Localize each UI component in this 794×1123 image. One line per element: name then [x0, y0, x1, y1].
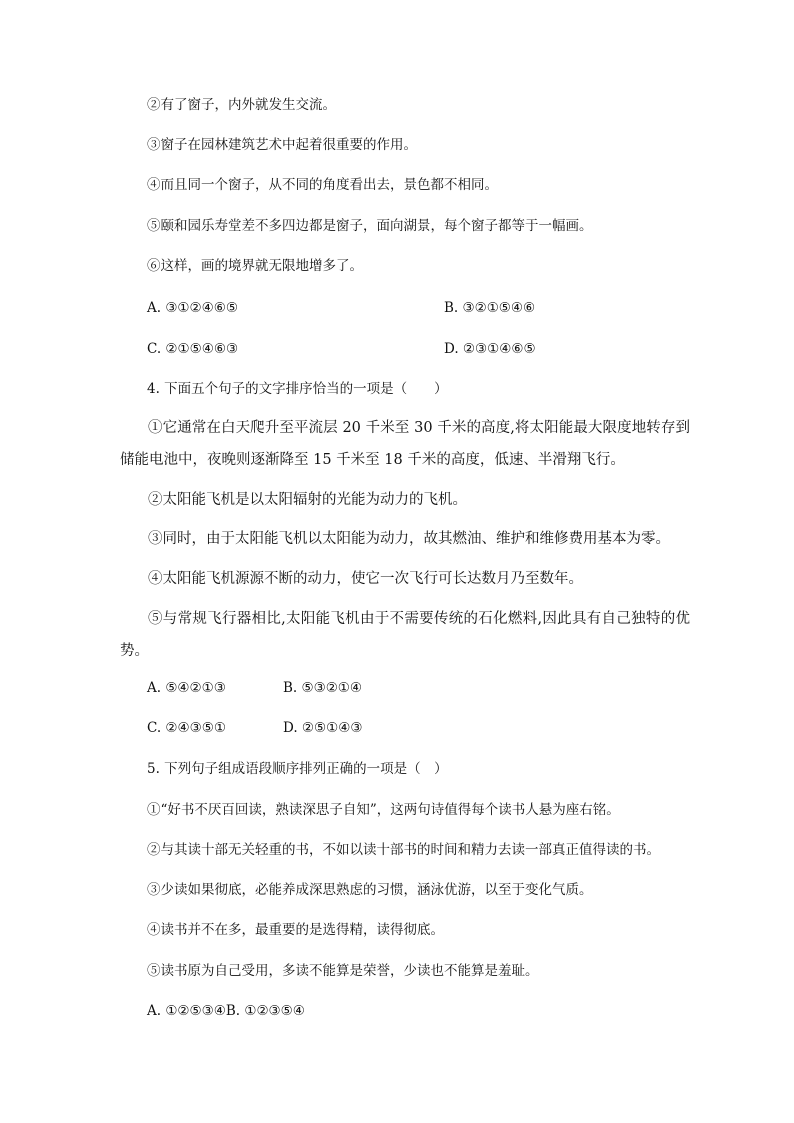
q3-item-5: ⑤颐和园乐寿堂差不多四边都是窗子，面向湖景，每个窗子都等于一幅画。 — [147, 218, 593, 234]
q3-item-3: ③窗子在园林建筑艺术中起着很重要的作用。 — [147, 137, 417, 153]
q3-option-c: C. ②①⑤④⑥③ — [147, 341, 239, 357]
q3-option-d: D. ②③①④⑥⑤ — [444, 341, 536, 357]
q5-item-5: ⑤读书原为自己受用，多读不能算是荣誉，少读也不能算是羞耻。 — [147, 963, 539, 979]
q4-item-5: ⑤与常规飞行器相比,太阳能飞机由于不需要传统的石化燃料,因此具有自己独特的优势。 — [120, 611, 690, 659]
q5-item-1: ①“好书不厌百回读，熟读深思子自知”，这两句诗值得每个读书人悬为座右铭。 — [147, 802, 620, 818]
q4-option-b: B. ⑤③②①④ — [283, 680, 363, 696]
q4-item-4: ④太阳能飞机源源不断的动力，使它一次飞行可长达数月乃至数年。 — [148, 571, 583, 587]
q5-item-3: ③少读如果彻底，必能养成深思熟虑的习惯，涵泳优游，以至于变化气质。 — [147, 882, 593, 898]
q5-options: A. ①②⑤③④B. ①②③⑤④ — [147, 1003, 305, 1019]
q3-option-a: A. ③①②④⑥⑤ — [147, 300, 238, 316]
q4-question: 4. 下面五个句子的文字排序恰当的一项是（ ） — [147, 381, 448, 397]
q3-item-4: ④而且同一个窗子，从不同的角度看出去，景色都不相同。 — [147, 177, 498, 193]
q4-item-3: ③同时，由于太阳能飞机以太阳能为动力，故其燃油、维护和维修费用基本为零。 — [148, 531, 670, 547]
q3-item-2: ②有了窗子，内外就发生交流。 — [147, 97, 336, 113]
q3-item-6: ⑥这样，画的境界就无限地增多了。 — [147, 258, 363, 274]
q5-item-4: ④读书并不在多，最重要的是选得精，读得彻底。 — [147, 922, 444, 938]
q5-item-2: ②与其读十部无关轻重的书，不如以读十部书的时间和精力去读一部真正值得读的书。 — [147, 842, 660, 858]
q4-option-a: A. ⑤④②①③ — [147, 680, 226, 696]
q4-option-d: D. ②⑤①④③ — [283, 720, 363, 736]
q4-item-1: ①它通常在白天爬升至平流层 20 千米至 30 千米的高度,将太阳能最大限度地转存到储能电池中，夜晚则逐渐降至 15 千米至 18 千米的高度，低速、半滑翔飞行。 — [120, 420, 690, 468]
q4-item-2: ②太阳能飞机是以太阳辐射的光能为动力的飞机。 — [148, 492, 467, 508]
q5-question: 5. 下列句子组成语段顺序排列正确的一项是（ ） — [147, 761, 448, 777]
q4-option-c: C. ②④③⑤① — [147, 720, 226, 736]
q3-option-b: B. ③②①⑤④⑥ — [444, 300, 536, 316]
